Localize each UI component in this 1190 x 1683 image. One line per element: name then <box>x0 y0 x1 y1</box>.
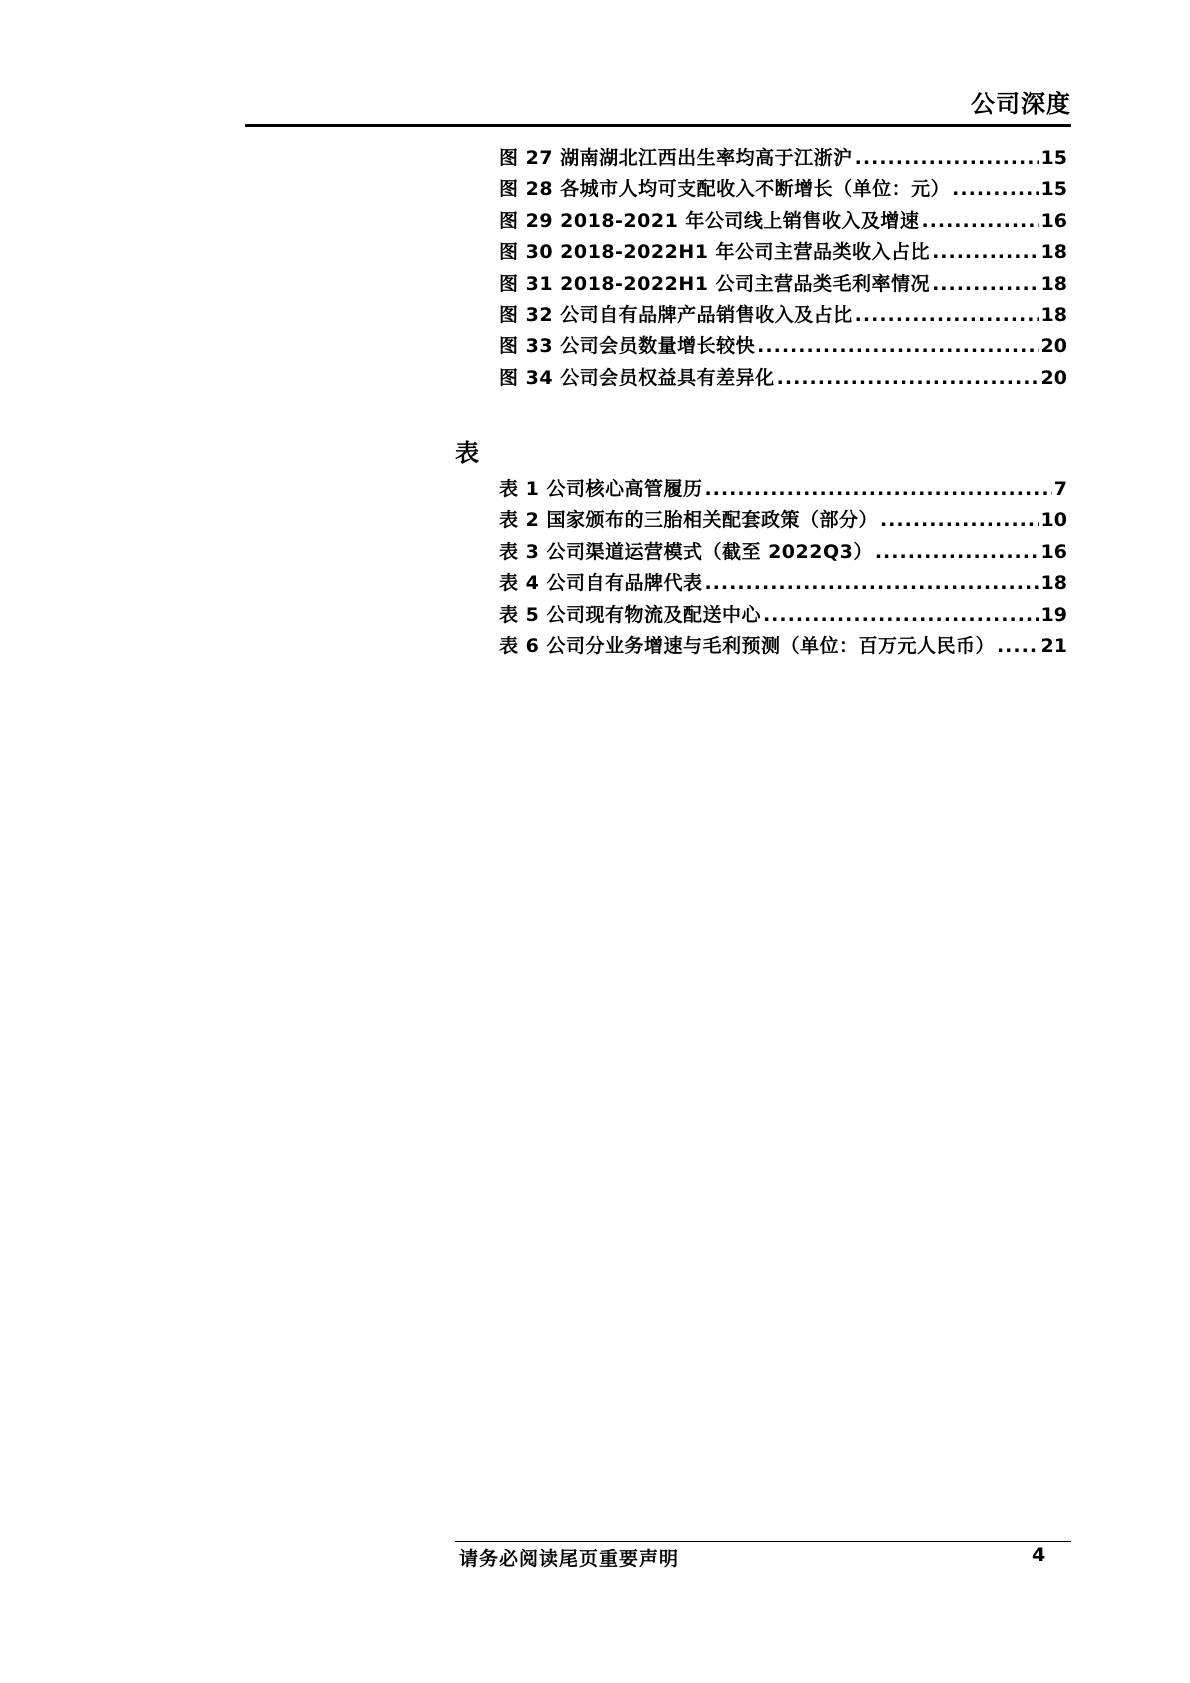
toc-entry-title: 图 29 2018-2021 年公司线上销售收入及增速 <box>499 209 920 232</box>
toc-entry-page: 16 <box>1040 209 1067 232</box>
toc-entry-figure-27[interactable] <box>499 143 1067 174</box>
toc-dot-leader <box>704 572 1038 594</box>
header-title: 公司深度 <box>971 90 1071 118</box>
toc-dot-leader <box>880 509 1039 531</box>
toc-entry-title: 图 31 2018-2022H1 公司主营品类毛利率情况 <box>499 272 931 295</box>
toc-entry-title: 表 3 公司渠道运营模式（截至 2022Q3） <box>499 540 873 563</box>
toc-entry-title: 图 27 湖南湖北江西出生率均高于江浙沪 <box>499 147 853 169</box>
toc-entry-title: 图 28 各城市人均可支配收入不断增长（单位：元） <box>499 178 951 201</box>
toc-entry-figure-33[interactable] <box>499 331 1067 362</box>
toc-entry-figure-34[interactable] <box>499 363 1067 394</box>
toc-entry-page: 18 <box>1040 303 1067 326</box>
toc-entry-title: 表 2 国家颁布的三胎相关配套政策（部分） <box>499 509 878 532</box>
toc-entry-figure-31[interactable] <box>499 269 1067 300</box>
toc-entry-title: 表 1 公司核心高管履历 <box>499 478 703 500</box>
toc-entry-figure-30[interactable] <box>499 237 1067 268</box>
toc-dot-leader <box>777 367 1039 389</box>
footer-page-number: 4 <box>1032 1544 1046 1566</box>
footer-disclaimer-note: 请务必阅读尾页重要声明 <box>459 1548 680 1570</box>
toc-dot-leader <box>704 478 1051 500</box>
table-list <box>499 474 1067 662</box>
toc-entry-page: 18 <box>1040 572 1067 595</box>
toc-entry-title: 表 4 公司自有品牌代表 <box>499 572 703 595</box>
toc-entry-page: 19 <box>1040 603 1067 626</box>
toc-entry-title: 图 34 公司会员权益具有差异化 <box>499 366 775 389</box>
toc-entry-page: 20 <box>1040 366 1067 389</box>
toc-entry-page: 16 <box>1040 540 1067 563</box>
toc-entry-figure-29[interactable] <box>499 206 1067 237</box>
toc-entry-page: 18 <box>1040 272 1067 295</box>
toc-entry-page: 7 <box>1053 478 1067 500</box>
toc-entry-figure-32[interactable] <box>499 300 1067 331</box>
figure-list <box>499 143 1067 394</box>
toc-entry-table-5[interactable] <box>499 600 1067 631</box>
toc-dot-leader <box>952 178 1038 200</box>
toc-entry-page: 15 <box>1040 178 1067 201</box>
toc-dot-leader <box>855 147 1039 169</box>
toc-dot-leader <box>997 635 1039 657</box>
toc-dot-leader <box>932 241 1038 263</box>
toc-entry-page: 15 <box>1040 147 1067 169</box>
toc-entry-table-2[interactable] <box>499 505 1067 536</box>
toc-entry-title: 表 6 公司分业务增速与毛利预测（单位：百万元人民币） <box>499 634 995 657</box>
header-rule <box>245 124 1071 127</box>
toc-entry-title: 图 30 2018-2022H1 年公司主营品类收入占比 <box>499 241 931 264</box>
toc-entry-table-4[interactable] <box>499 568 1067 599</box>
toc-entry-table-6[interactable] <box>499 631 1067 662</box>
toc-entry-page: 20 <box>1040 335 1067 358</box>
toc-entry-page: 21 <box>1040 634 1067 657</box>
footer-rule <box>455 1541 1071 1542</box>
toc-dot-leader <box>763 604 1039 626</box>
toc-dot-leader <box>875 541 1039 563</box>
toc-entry-page: 18 <box>1040 241 1067 264</box>
toc-dot-leader <box>932 273 1038 295</box>
toc-entry-title: 图 33 公司会员数量增长较快 <box>499 335 756 358</box>
toc-dot-leader <box>757 335 1038 357</box>
toc-dot-leader <box>855 304 1039 326</box>
toc-dot-leader <box>921 210 1038 232</box>
toc-entry-table-3[interactable] <box>499 537 1067 568</box>
toc-entry-title: 图 32 公司自有品牌产品销售收入及占比 <box>499 303 853 326</box>
toc-entry-page: 10 <box>1040 509 1067 532</box>
tables-section-heading: 表 <box>455 439 479 467</box>
toc-entry-title: 表 5 公司现有物流及配送中心 <box>499 603 761 626</box>
toc-entry-table-1[interactable] <box>499 474 1067 505</box>
toc-entry-figure-28[interactable] <box>499 174 1067 205</box>
